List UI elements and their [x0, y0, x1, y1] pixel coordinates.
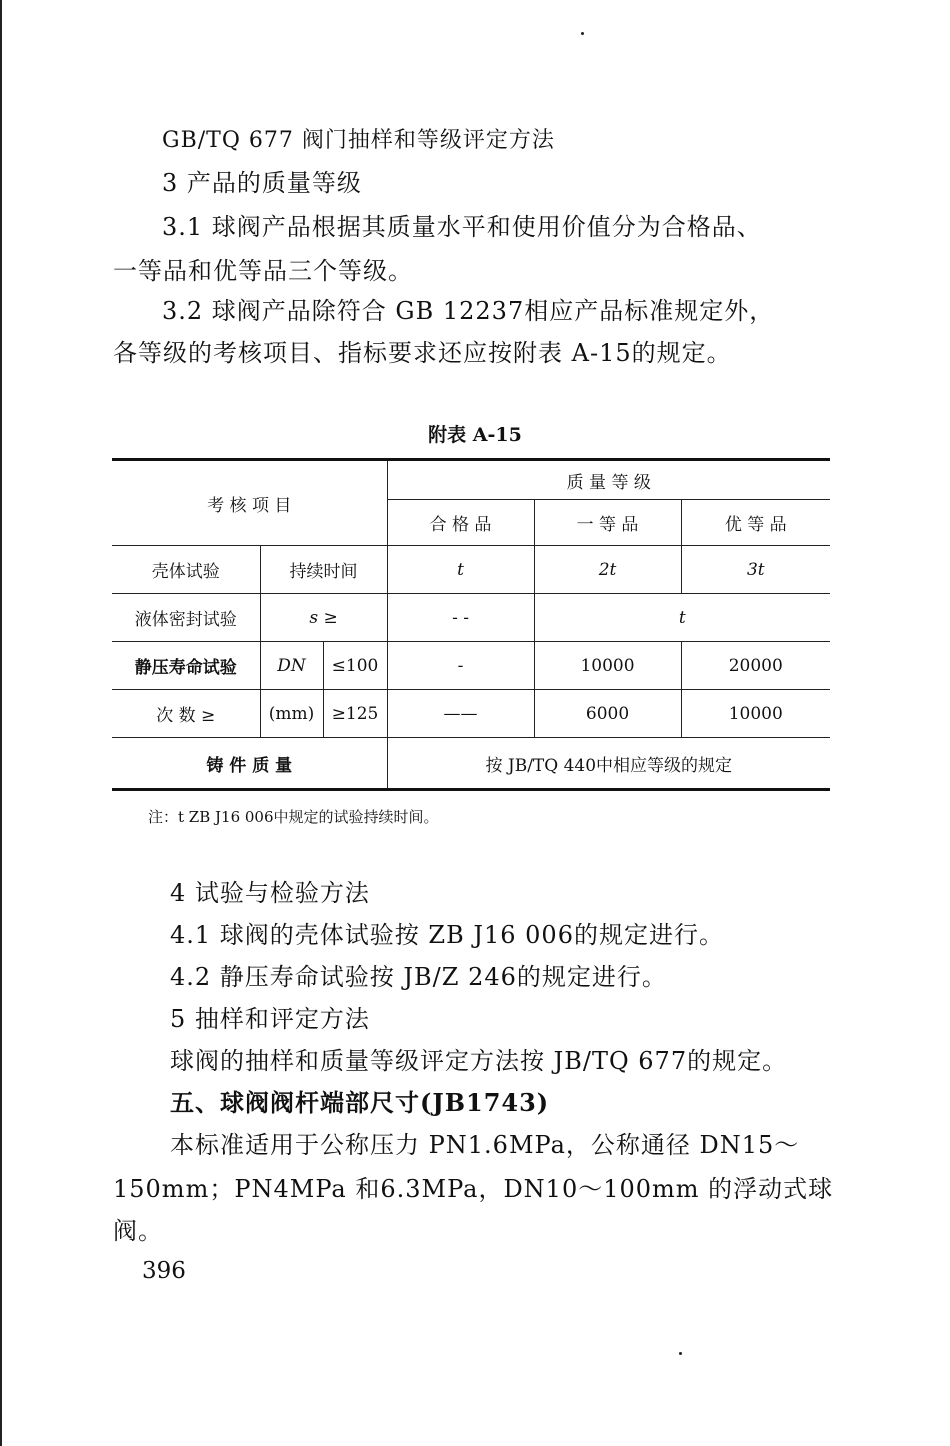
shell-test-label: 壳体试验: [112, 546, 260, 594]
paragraph-5: 球阀的抽样和质量等级评定方法按 JB/TQ 677的规定。: [170, 1047, 788, 1075]
life-le100-pass: -: [387, 642, 534, 690]
header-quality-grade: 质 量 等 级: [387, 460, 830, 500]
scope-line1: 本标准适用于公称压力 PN1.6MPa，公称通径 DN15～: [170, 1131, 800, 1159]
cycles-label: 次 数 ≥: [112, 690, 260, 738]
paragraph-3-1-line1: 3.1 球阀产品根据其质量水平和使用价值分为合格品、: [162, 213, 762, 241]
life-le100-excellent: 20000: [681, 642, 830, 690]
casting-quality-label: 铸 件 质 量: [112, 738, 387, 790]
duration-label: 持续时间: [260, 546, 387, 594]
section-five-heading: 五、球阀阀杆端部尺寸(JB1743): [170, 1088, 550, 1117]
shell-test-pass: t: [387, 546, 534, 594]
scan-speck: [581, 32, 584, 35]
life-le100-first: 10000: [534, 642, 681, 690]
page-edge: [0, 0, 2, 1446]
header-first-grade: 一 等 品: [534, 500, 681, 546]
scope-line3: 阀。: [113, 1217, 163, 1245]
table-note: 注：t ZB J16 006中规定的试验持续时间。: [148, 808, 439, 826]
dn-ge-125: ≥125: [323, 690, 387, 738]
life-ge125-first: 6000: [534, 690, 681, 738]
shell-test-first: 2t: [534, 546, 681, 594]
paragraph-3-2-line1: 3.2 球阀产品除符合 GB 12237相应产品标准规定外，: [162, 297, 775, 325]
section-3-heading: 3 产品的质量等级: [162, 169, 362, 197]
casting-quality-value: 按 JB/TQ 440中相应等级的规定: [387, 738, 830, 790]
seal-test-first-excellent: t: [534, 594, 830, 642]
mm-label: (mm): [260, 690, 323, 738]
header-excellent-grade: 优 等 品: [681, 500, 830, 546]
life-ge125-pass: ——: [387, 690, 534, 738]
scope-line2: 150mm；PN4MPa 和6.3MPa，DN10～100mm 的浮动式球: [113, 1175, 834, 1203]
header-pass-grade: 合 格 品: [387, 500, 534, 546]
static-life-test-label: 静压寿命试验: [112, 642, 260, 690]
dn-le-100: ≤100: [323, 642, 387, 690]
seal-test-label: 液体密封试验: [112, 594, 260, 642]
paragraph-3-2-line2: 各等级的考核项目、指标要求还应按附表 A-15的规定。: [113, 339, 732, 367]
duration-unit: s ≥: [260, 594, 387, 642]
standard-title-line: GB/TQ 677 阀门抽样和等级评定方法: [162, 128, 555, 153]
paragraph-4-1: 4.1 球阀的壳体试验按 ZB J16 006的规定进行。: [170, 921, 724, 949]
section-5-heading: 5 抽样和评定方法: [170, 1005, 370, 1033]
life-ge125-excellent: 10000: [681, 690, 830, 738]
scan-speck: [679, 1352, 682, 1355]
quality-grade-table: [112, 458, 830, 791]
header-assessment-item: 考 核 项 目: [112, 460, 387, 546]
table-caption: 附表 A-15: [428, 424, 522, 446]
paragraph-3-1-line2: 一等品和优等品三个等级。: [113, 257, 413, 285]
seal-test-pass: - -: [387, 594, 534, 642]
section-4-heading: 4 试验与检验方法: [170, 879, 370, 907]
page-number: 396: [142, 1258, 186, 1284]
dn-label: DN: [260, 642, 323, 690]
shell-test-excellent: 3t: [681, 546, 830, 594]
paragraph-4-2: 4.2 静压寿命试验按 JB/Z 246的规定进行。: [170, 963, 667, 991]
